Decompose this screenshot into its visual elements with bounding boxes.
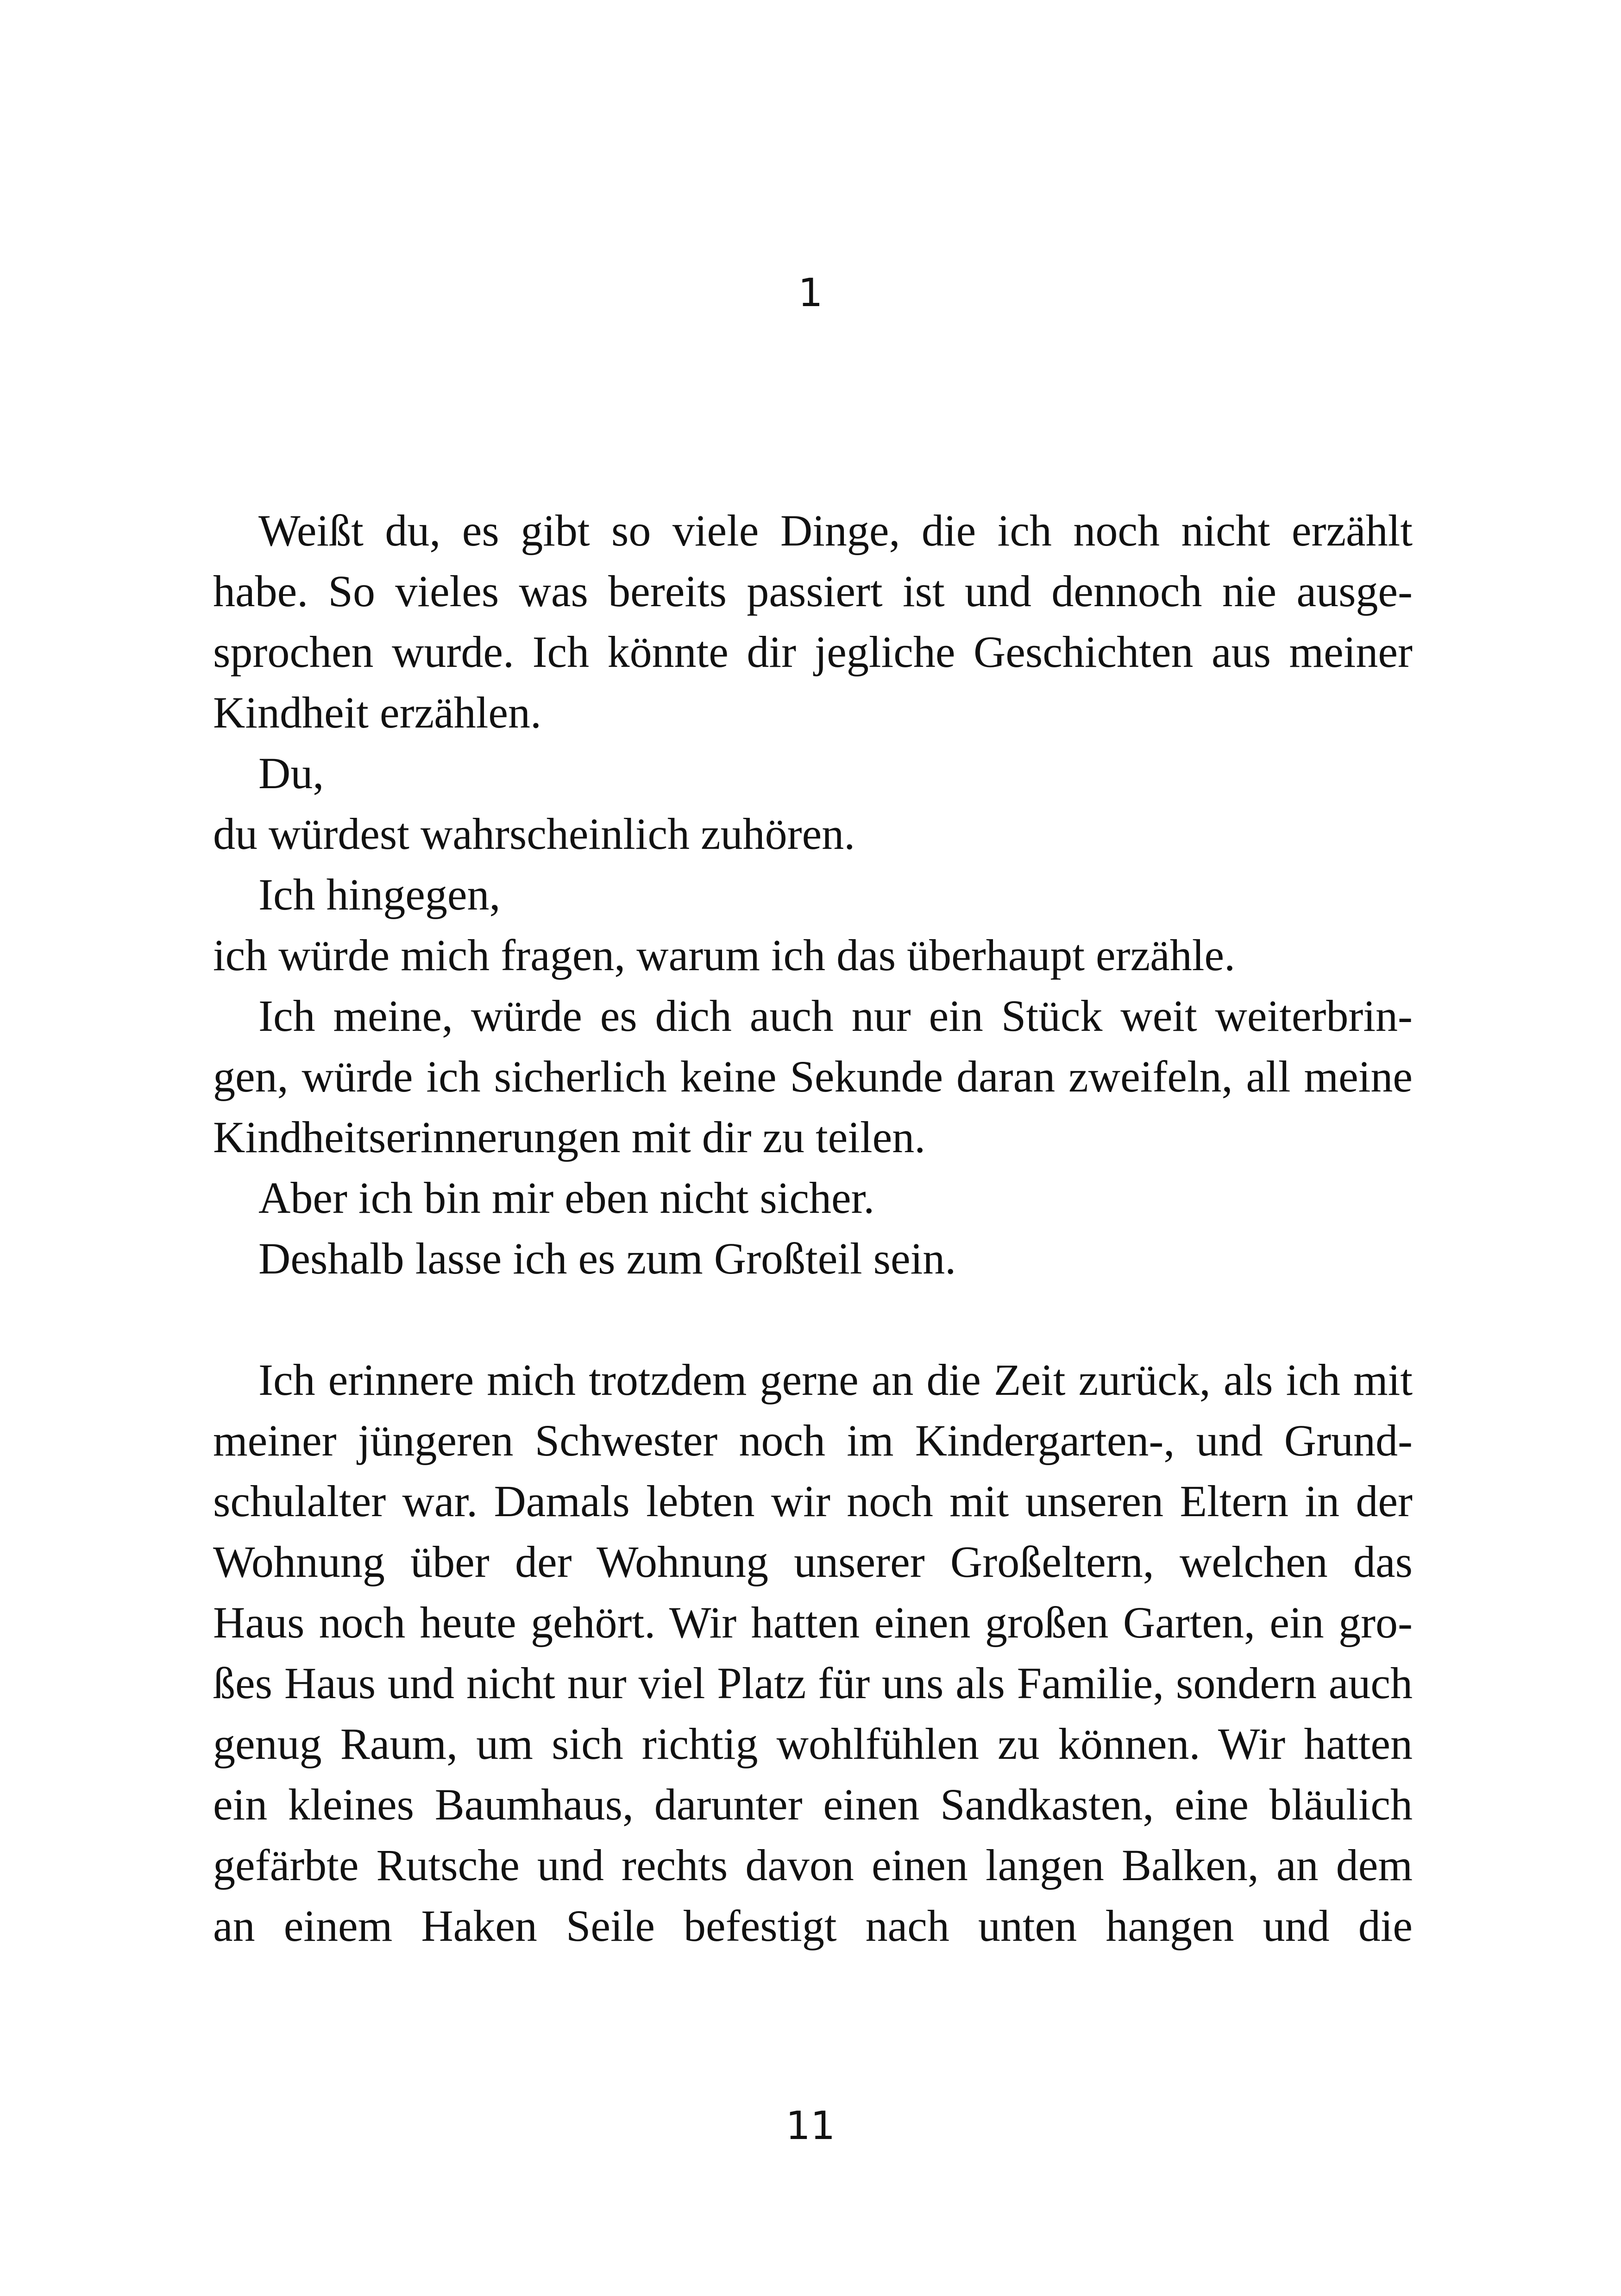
text-line: ein kleines Baumhaus, darunter einen Sandkasten, eine bläulich xyxy=(213,1780,1413,1829)
text-line: ich würde mich fragen, warum ich das überhaupt erzähle. xyxy=(213,930,1236,980)
text-line: Kindheitserinnerungen mit dir zu teilen. xyxy=(213,1112,926,1162)
text-line: genug Raum, um sich richtig wohlfühlen zu können. Wir hatten xyxy=(213,1719,1413,1769)
body-text xyxy=(213,500,1413,1956)
text-line: Ich meine, würde es dich auch nur ein Stück weit weiterbrin- xyxy=(258,991,1413,1041)
chapter-number: 1 xyxy=(798,270,823,315)
text-line: Deshalb lasse ich es zum Großteil sein. xyxy=(258,1234,956,1283)
text-line: du würdest wahrscheinlich zuhören. xyxy=(213,809,855,859)
text-line: habe. So vieles was bereits passiert ist und dennoch nie ausge- xyxy=(213,566,1413,616)
text-line: meiner jüngeren Schwester noch im Kindergarten-, und Grund- xyxy=(213,1416,1413,1465)
paragraph-group-2 xyxy=(213,1349,1413,1956)
text-line: Ich hingegen, xyxy=(258,870,501,919)
page-number: 11 xyxy=(785,2103,836,2148)
text-line: Haus noch heute gehört. Wir hatten einen großen Garten, ein gro- xyxy=(213,1598,1413,1647)
text-line: an einem Haken Seile befestigt nach unten hangen und die xyxy=(213,1901,1413,1951)
text-line: gen, würde ich sicherlich keine Sekunde daran zweifeln, all meine xyxy=(213,1052,1413,1101)
section-break xyxy=(213,1289,1413,1349)
text-line: Wohnung über der Wohnung unserer Großeltern, welchen das xyxy=(213,1537,1413,1587)
text-line: Kindheit erzählen. xyxy=(213,688,542,737)
text-line: Aber ich bin mir eben nicht sicher. xyxy=(258,1173,875,1223)
text-line: Weißt du, es gibt so viele Dinge, die ich noch nicht erzählt xyxy=(258,506,1413,555)
text-line: sprochen wurde. Ich könnte dir jegliche Geschichten aus meiner xyxy=(213,627,1413,677)
text-line: ßes Haus und nicht nur viel Platz für uns als Familie, sondern auch xyxy=(213,1658,1413,1708)
text-line: Du, xyxy=(258,748,324,798)
text-line: gefärbte Rutsche und rechts davon einen langen Balken, an dem xyxy=(213,1840,1413,1890)
text-line: Ich erinnere mich trotzdem gerne an die Zeit zurück, als ich mit xyxy=(258,1355,1413,1405)
paragraph-group-1 xyxy=(213,500,1413,1289)
text-line: schulalter war. Damals lebten wir noch mit unseren Eltern in der xyxy=(213,1476,1413,1526)
